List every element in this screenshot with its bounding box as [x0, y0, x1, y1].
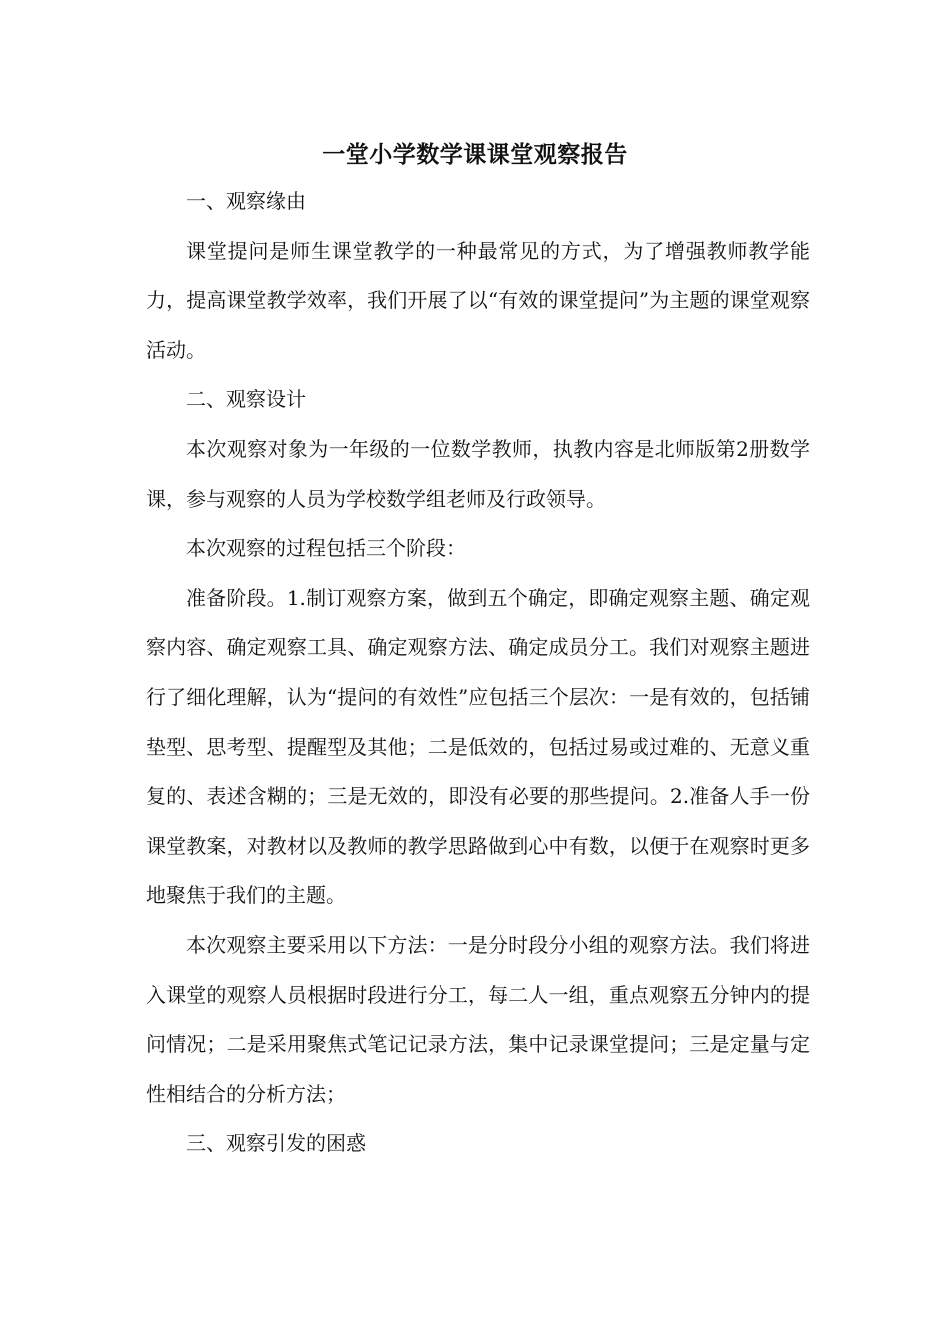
section-heading-observation-confusion: 三、观察引发的困惑	[186, 1131, 366, 1156]
document-body	[146, 177, 810, 1169]
section-heading-observation-design: 二、观察设计	[186, 387, 306, 412]
document-title: 一堂小学数学课课堂观察报告	[322, 141, 628, 168]
paragraph-observation-subject: 本次观察对象为一年级的一位数学教师，执教内容是北师版第2册数学课，参与观察的人员为学校数学组老师及行政领导。	[146, 436, 810, 511]
paragraph-observation-methods: 本次观察主要采用以下方法：一是分时段分小组的观察方法。我们将进入课堂的观察人员根据时段进行分工，每二人一组，重点观察五分钟内的提问情况；二是采用聚焦式笔记记录方法，集中记录课堂提问；三是定量与定性相结合的分析方法；	[146, 932, 810, 1106]
paragraph-observation-reason: 课堂提问是师生课堂教学的一种最常见的方式，为了增强教师教学能力，提高课堂教学效率，我们开展了以“有效的课堂提问”为主题的课堂观察活动。	[146, 238, 810, 362]
section-heading-observation-reason: 一、观察缘由	[186, 189, 306, 213]
paragraph-observation-stages: 本次观察的过程包括三个阶段：	[186, 536, 466, 561]
paragraph-preparation-stage: 准备阶段。1.制订观察方案，做到五个确定，即确定观察主题、确定观察内容、确定观察工具、确定观察方法、确定成员分工。我们对观察主题进行了细化理解，认为“提问的有效性”应包括三个层次：一是有效的，包括铺垫型、思考型、提醒型及其他；二是低效的，包括过易或过难的、无意义重复的、表述含糊的；三是无效的，即没有必要的那些提问。2.准备人手一份课堂教案，对教材以及教师的教学思路做到心中有数，以便于在观察时更多地聚焦于我们的主题。	[146, 585, 810, 908]
